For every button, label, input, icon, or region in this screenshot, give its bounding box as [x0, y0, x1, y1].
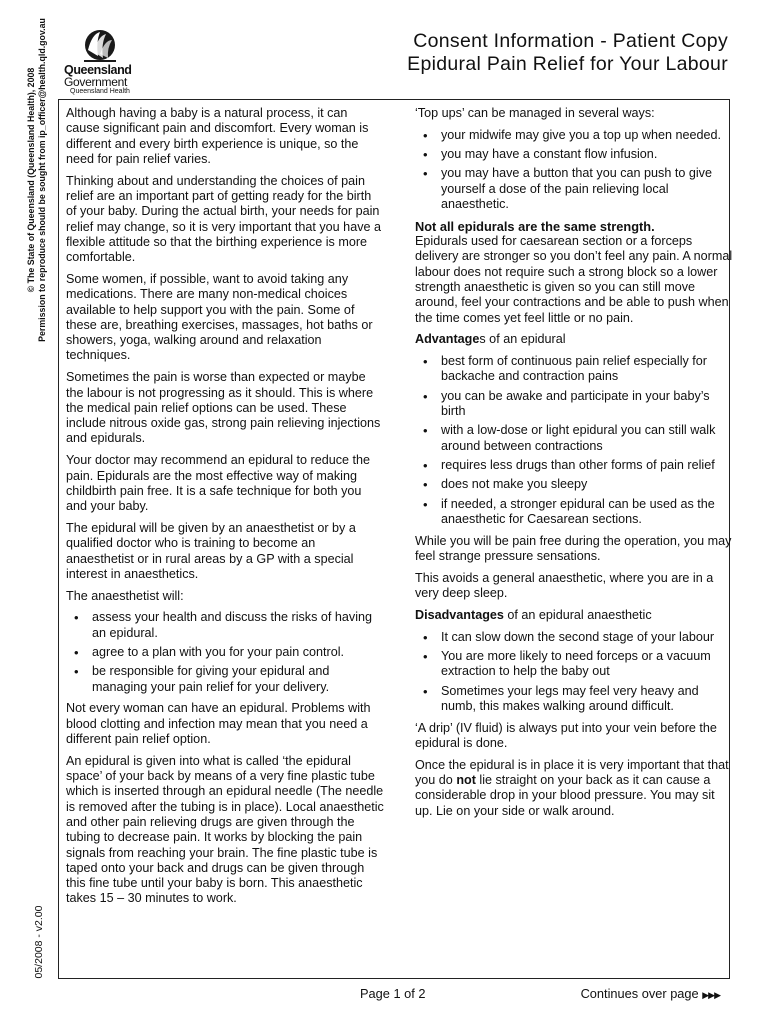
logo-health-text — [70, 88, 130, 96]
epidural-procedure-paragraph: An epidural is given into what is called ‘the epidural space’ of your back by means of a very fine plastic tube which is inserted through an epidural needle (The needle is removed after the tubing is in place). Local anaesthetic and other pain relieving drugs are given through the tubing to decrease pain. It works by blocking the pain signals from reaching your brain. The fine plastic tube is taped onto your back and drugs can be given through this fine tube until your baby is born. This anaesthetic takes 15 – 30 minutes to work. — [66, 753, 384, 906]
continues-note — [581, 986, 720, 1001]
right-column — [415, 106, 733, 825]
non-medical-paragraph: Some women, if possible, want to avoid taking any medications. There are many non-medical choices available to help support you with the pain. Some of these are, breathing exercises, massages, hot baths or showers, yoga, walking around and relaxation techniques. — [66, 271, 373, 363]
choices-paragraph: Thinking about and understanding the choices of pain relief are an important part of getting ready for the birth of your baby. During the actual birth, your needs for pain relief may change, so it is very important that you have a flexible attitude so that the birthing experience is more comfortable. — [66, 173, 381, 265]
list-item: • be responsible for giving your epidural and managing your pain relief for your delivery. — [92, 664, 384, 695]
queensland-government-logo — [62, 28, 142, 98]
advantages-rest: s of an epidural — [479, 332, 566, 347]
list-item: • best form of continuous pain relief especially for backache and contraction pains — [441, 354, 733, 385]
advantages-list — [415, 354, 733, 527]
list-item: • It can slow down the second stage of your labour — [441, 630, 733, 645]
top-ups-list — [415, 128, 733, 212]
permission-line: Permission to reproduce should be sought from ip_officer@health.qld.gov.au — [37, 18, 47, 342]
anaesthetist-will-label: The anaesthetist will: — [66, 588, 184, 603]
page-number: Page 1 of 2 — [360, 986, 426, 1001]
disadvantages-bold: Disadvantages — [415, 607, 504, 622]
strength-heading: Not all epidurals are the same strength. — [415, 218, 655, 234]
document-title: Consent Information - Patient Copy — [413, 30, 728, 52]
general-anaesthetic-paragraph: This avoids a general anaesthetic, where you are in a very deep sleep. — [415, 570, 714, 601]
drip-paragraph: ‘A drip’ (IV fluid) is always put into your vein before the epidural is done. — [415, 720, 717, 750]
list-item: • agree to a plan with you for your pain control. — [92, 645, 384, 660]
pressure-paragraph: While you will be pain free during the operation, you may feel strange pressure sensations. — [415, 533, 732, 563]
page-title — [407, 30, 728, 76]
medical-options-paragraph: Sometimes the pain is worse than expected or maybe the labour is not progressing as it should. This is where the medical pain relief options can be used. These include nitrous oxide gas, strong pain relieving injections and epidurals. — [66, 370, 381, 446]
list-item: • with a low-dose or light epidural you can still walk around between contractions — [441, 423, 733, 454]
crest-icon — [78, 28, 122, 68]
version-label: 05/2008 - v2.00 — [33, 905, 45, 979]
advantages-bold: Advantage — [415, 332, 480, 347]
list-item: • if needed, a stronger epidural can be used as the anaesthetic for Caesarean sections. — [441, 497, 733, 528]
list-item: • your midwife may give you a top up when needed. — [441, 128, 733, 143]
list-item: • You are more likely to need forceps or a vacuum extraction to help the baby out — [441, 649, 733, 680]
list-item: • Sometimes your legs may feel very heavy and numb, this makes walking around difficult. — [441, 684, 733, 715]
list-item: • you can be awake and participate in your baby’s birth — [441, 389, 733, 420]
intro-paragraph: Although having a baby is a natural process, it can cause significant pain and discomfort. Every woman is different and every birth experience is unique, so the need for pain relief varies. — [66, 106, 369, 166]
left-column — [66, 106, 384, 913]
list-item: • assess your health and discuss the risks of having an epidural. — [92, 610, 384, 641]
disadvantages-rest: of an epidural anaesthetic — [503, 607, 652, 622]
copyright-line: © The State of Queensland (Queensland Health), 2008 — [26, 67, 36, 293]
document-subtitle: Epidural Pain Relief for Your Labour — [407, 53, 728, 75]
advantages-heading — [415, 332, 733, 347]
logo-health-label: Queensland Health — [70, 88, 130, 95]
anaesthetist-paragraph: The epidural will be given by an anaesthetist or by a qualified doctor who is training to become an anaesthetist or in rural areas by a GP with a special interest in anaesthetics. — [66, 520, 356, 581]
logo-government-text: Government — [64, 75, 128, 89]
lie-flat-not: not — [456, 772, 476, 787]
list-item: • does not make you sleepy — [441, 477, 733, 492]
anaesthetist-list — [66, 610, 384, 694]
list-item: • you may have a button that you can push to give yourself a dose of the pain relieving local anaesthetic. — [441, 166, 733, 212]
lie-flat-text-b: lie straight on your back as it can cause a considerable drop in your blood pressure. You may sit up. Lie on your side or walk around. — [415, 772, 715, 818]
not-every-woman-paragraph: Not every woman can have an epidural. Problems with blood clotting and infection may mean that you need a different pain relief option. — [66, 701, 371, 746]
continues-label: Continues over page — [580, 986, 699, 1001]
strength-paragraph: Epidurals used for caesarean section or a forceps delivery are stronger so you don’t feel any pain. A normal labour does not require such a strong block so a lower strength anaesthetic is given so you can still move around, feel your contractions and be able to push when the time comes yet feel little or no pain. — [415, 234, 733, 325]
list-item: • you may have a constant flow infusion. — [441, 147, 733, 162]
side-margin — [0, 0, 47, 1024]
lie-flat-paragraph — [415, 758, 733, 819]
list-item: • requires less drugs than other forms of pain relief — [441, 458, 733, 473]
disadvantages-heading — [415, 608, 733, 623]
lie-flat-text-a: Once the epidural is in place it is very important that that you do — [415, 757, 729, 787]
recommend-paragraph: Your doctor may recommend an epidural to reduce the pain. Epidurals are the most effective way of making childbirth pain free. It is a safe technique for both you and your baby. — [66, 453, 371, 514]
arrow-right-icon: ▶▶▶ — [702, 990, 720, 1000]
disadvantages-list — [415, 630, 733, 714]
copyright-notice — [26, 18, 48, 342]
top-ups-paragraph: ‘Top ups’ can be managed in several ways: — [415, 106, 655, 120]
logo-queensland-text: Queensland — [64, 63, 132, 77]
